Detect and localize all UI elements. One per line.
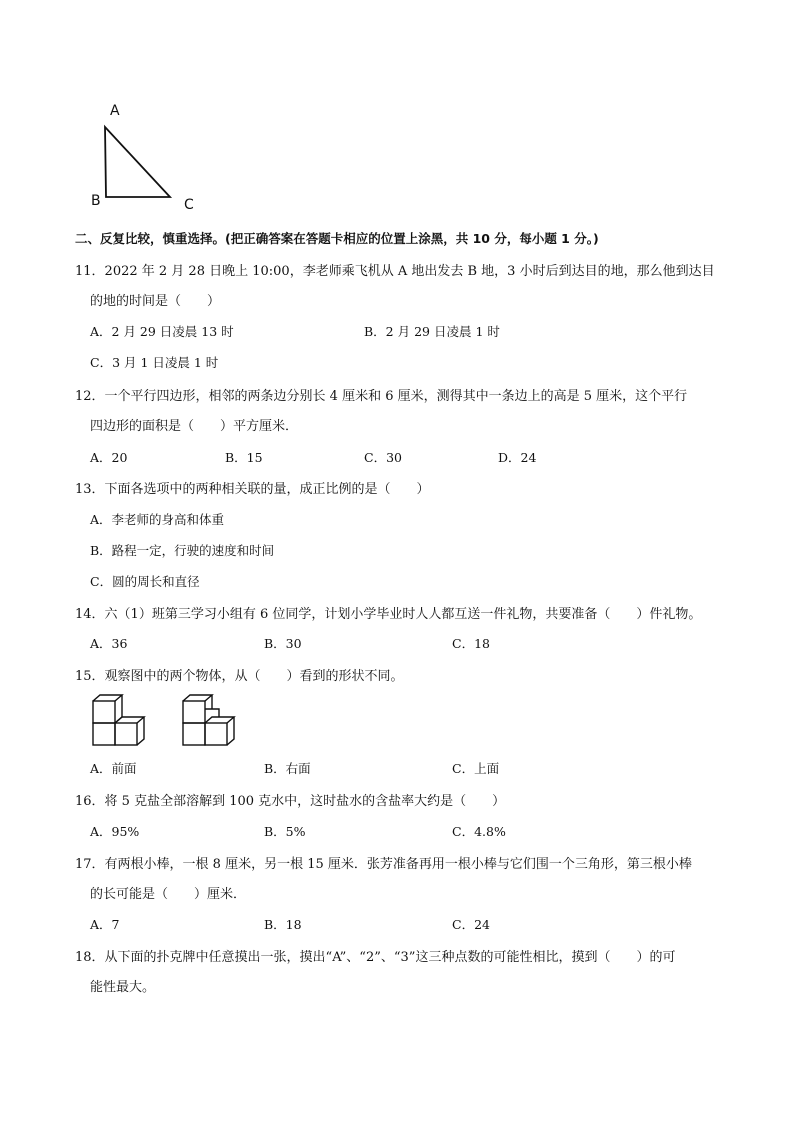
vertex-label-a: A <box>110 103 120 119</box>
q12-option-c: C．30 <box>364 450 402 465</box>
question-18-text-cont: 能性最大。 <box>90 980 156 995</box>
q13-option-a: A．李老师的身高和体重 <box>90 512 225 527</box>
q12-option-d: D．24 <box>498 450 537 465</box>
question-17-text-cont: 的长可能是（ ）厘米． <box>90 887 247 902</box>
q17-option-a: A．7 <box>90 917 120 932</box>
question-11-text-cont: 的地的时间是（ ） <box>90 294 221 309</box>
q17-option-c: C．24 <box>452 917 490 932</box>
q14-option-b: B．30 <box>264 636 302 651</box>
section-title: 二、反复比较，慎重选择。(把正确答案在答题卡相应的位置上涂黑，共 10 分，每小题 1 分。) <box>75 231 599 246</box>
question-11-text: 11．2022 年 2 月 28 日晚上 10:00，李老师乘飞机从 A 地出发去 B 地，3 小时后到达目的地，那么他到达目 <box>75 264 715 279</box>
question-16-text: 16．将 5 克盐全部溶解到 100 克水中，这时盐水的含盐率大约是（ ） <box>75 794 506 809</box>
vertex-label-c: C <box>184 197 194 213</box>
q11-option-a: A．2 月 29 日凌晨 13 时 <box>90 324 234 339</box>
cube-figure-2 <box>180 694 250 750</box>
q16-option-b: B．5% <box>264 824 306 839</box>
q14-option-c: C．18 <box>452 636 490 651</box>
q14-option-a: A．36 <box>90 636 128 651</box>
question-18-text: 18．从下面的扑克牌中任意摸出一张，摸出“A”、“2”、“3”这三种点数的可能性相比，摸到（ ）的可 <box>75 950 676 965</box>
q16-option-a: A．95% <box>90 824 140 839</box>
question-12-text-cont: 四边形的面积是（ ）平方厘米． <box>90 419 299 434</box>
question-14-text: 14．六（1）班第三学习小组有 6 位同学，计划小学毕业时人人都互送一件礼物，共要准备（ ）件礼物。 <box>75 607 702 622</box>
vertex-label-b: B <box>91 193 101 209</box>
question-12-text: 12．一个平行四边形，相邻的两条边分别长 4 厘米和 6 厘米，测得其中一条边上的高是 5 厘米，这个平行 <box>75 389 688 404</box>
q15-option-a: A．前面 <box>90 761 137 776</box>
q12-option-a: A．20 <box>90 450 128 465</box>
cube-figure-1 <box>90 694 160 750</box>
question-17-text: 17．有两根小棒，一根 8 厘米，另一根 15 厘米．张芳准备再用一根小棒与它们围一个三角形，第三根小棒 <box>75 857 692 872</box>
question-13-text: 13．下面各选项中的两种相关联的量，成正比例的是（ ） <box>75 482 430 497</box>
q11-option-b: B．2 月 29 日凌晨 1 时 <box>364 324 500 339</box>
question-15-text: 15．观察图中的两个物体，从（ ）看到的形状不同。 <box>75 669 404 684</box>
q15-option-b: B．右面 <box>264 761 311 776</box>
q15-option-c: C．上面 <box>452 761 500 776</box>
q13-option-b: B．路程一定，行驶的速度和时间 <box>90 543 275 558</box>
q17-option-b: B．18 <box>264 917 302 932</box>
q11-option-c: C．3 月 1 日凌晨 1 时 <box>90 355 219 370</box>
q16-option-c: C．4.8% <box>452 824 506 839</box>
q12-option-b: B．15 <box>225 450 263 465</box>
q13-option-c: C．圆的周长和直径 <box>90 574 200 589</box>
